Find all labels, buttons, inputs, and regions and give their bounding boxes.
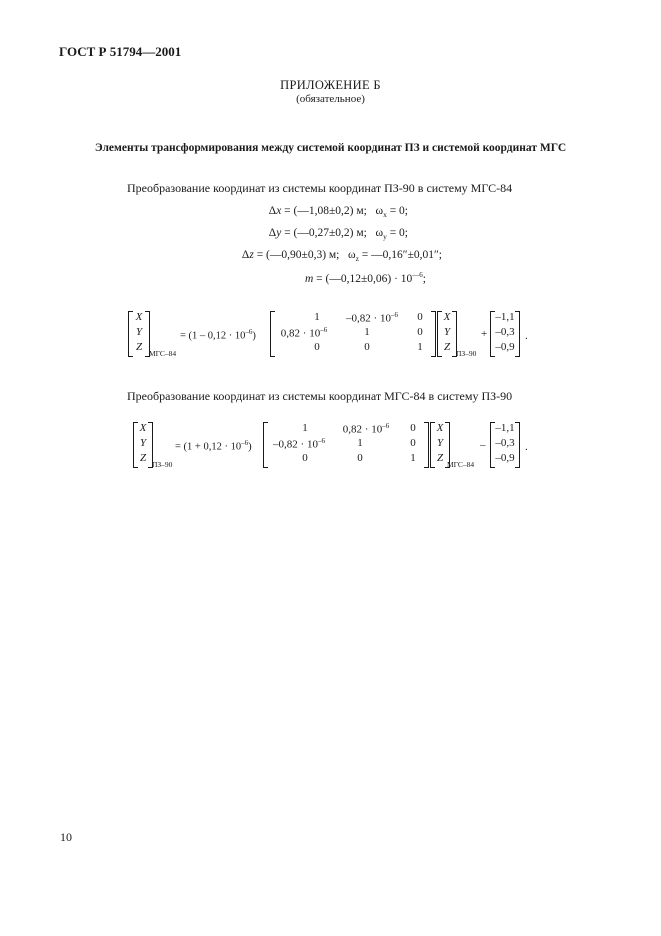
eq2-rhs-vector: X Y Z: [430, 422, 450, 468]
appendix-title: ПРИЛОЖЕНИЕ Б: [280, 78, 381, 92]
eq1-lhs-vector: X Y Z: [128, 311, 150, 357]
section-title: Элементы трансформирования между системой координат ПЗ и системой координат МГС: [94, 142, 567, 154]
param-m: m = (—0,12±0,06) · $10^{—6}$;: [304, 271, 426, 285]
eq1-end: .: [525, 330, 528, 342]
transform1-intro: Преобразование координат из системы координат ПЗ-90 в систему МГС-84: [127, 181, 513, 195]
document-id: ГОСТ Р 51794—2001: [59, 44, 182, 59]
eq1-lhs-subscript: МГС–84: [149, 349, 177, 358]
eq1-rhs-vector: X Y Z: [437, 311, 457, 357]
transform2-intro: Преобразование координат из системы координат МГС-84 в систему ПЗ-90: [127, 389, 513, 403]
param-dz: Δz = (—0,90±0,3) м; $\omega_z$ = —0,16″±0,01″;: [241, 249, 442, 263]
eq1-shift-vector: –1,1 –0,3 –0,9: [490, 311, 520, 357]
param-dy: Δy = (—0,27±0,2) м; $\omega_y = 0$;: [268, 227, 408, 241]
eq2-scale-factor: = $(1 + 0,12 \cdot 10^{-6})$: [175, 439, 252, 453]
eq2-shift-vector: –1,1 –0,3 –0,9: [490, 422, 520, 468]
appendix-subtitle: (обязательное): [296, 93, 365, 105]
eq2-rhs-subscript: МГС–84: [447, 460, 475, 469]
eq2-rotation-matrix: 1 $0,82 \cdot 10^{-6}$ 0 $-0,82 \cdot 10^{-6}$ 1 0 0 0 1: [263, 422, 429, 468]
eq2-lhs-subscript: ПЗ–90: [152, 460, 173, 469]
eq1-scale-factor: = $(1 - 0,12 \cdot 10^{-6})$: [180, 328, 256, 342]
eq2-lhs-vector: X Y Z: [133, 422, 153, 468]
eq2-end: .: [525, 441, 528, 453]
eq1-rotation-matrix: 1 $-0,82 \cdot 10^{-6}$ 0 $0,82 \cdot 10^{-6}$ 1 0 0 0 1: [270, 311, 436, 357]
param-dx: Δx = (—1,08±0,2) м; $\omega_x = 0$;: [268, 205, 408, 219]
eq2-minus: –: [480, 439, 486, 451]
eq1-plus: +: [481, 328, 488, 340]
page-number: 10: [60, 830, 72, 844]
eq1-rhs-subscript: ПЗ–90: [456, 349, 477, 358]
